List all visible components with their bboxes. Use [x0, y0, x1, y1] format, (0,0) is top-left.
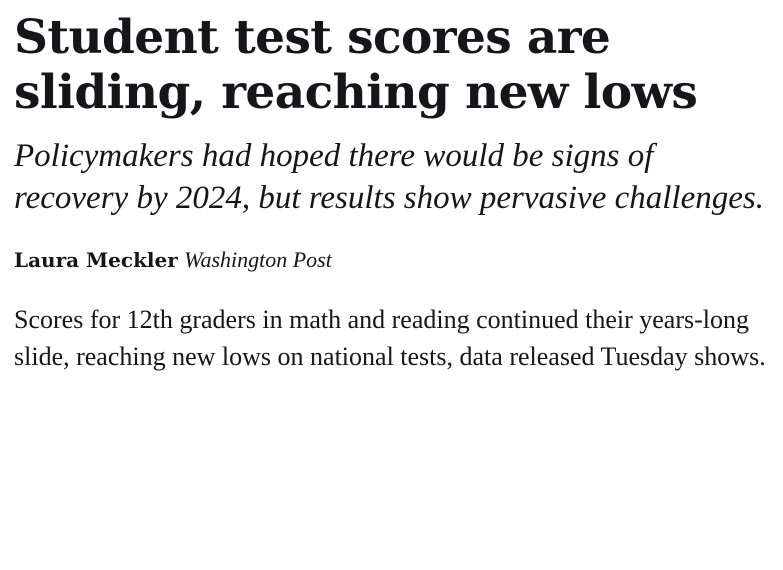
byline-publication: Washington Post [184, 246, 332, 272]
byline [14, 246, 769, 275]
page-title: Student test scores are sliding, reaching new lows [14, 10, 698, 120]
article-subhead: Policymakers had hoped there would be signs of recovery by 2024, but results show pervasive challenges. [14, 137, 764, 216]
article-body-paragraph: Scores for 12th graders in math and reading continued their years-long slide, reaching new lows on national tests, data released Tuesday shows. [14, 305, 766, 372]
byline-author: Laura Meckler [14, 247, 178, 272]
